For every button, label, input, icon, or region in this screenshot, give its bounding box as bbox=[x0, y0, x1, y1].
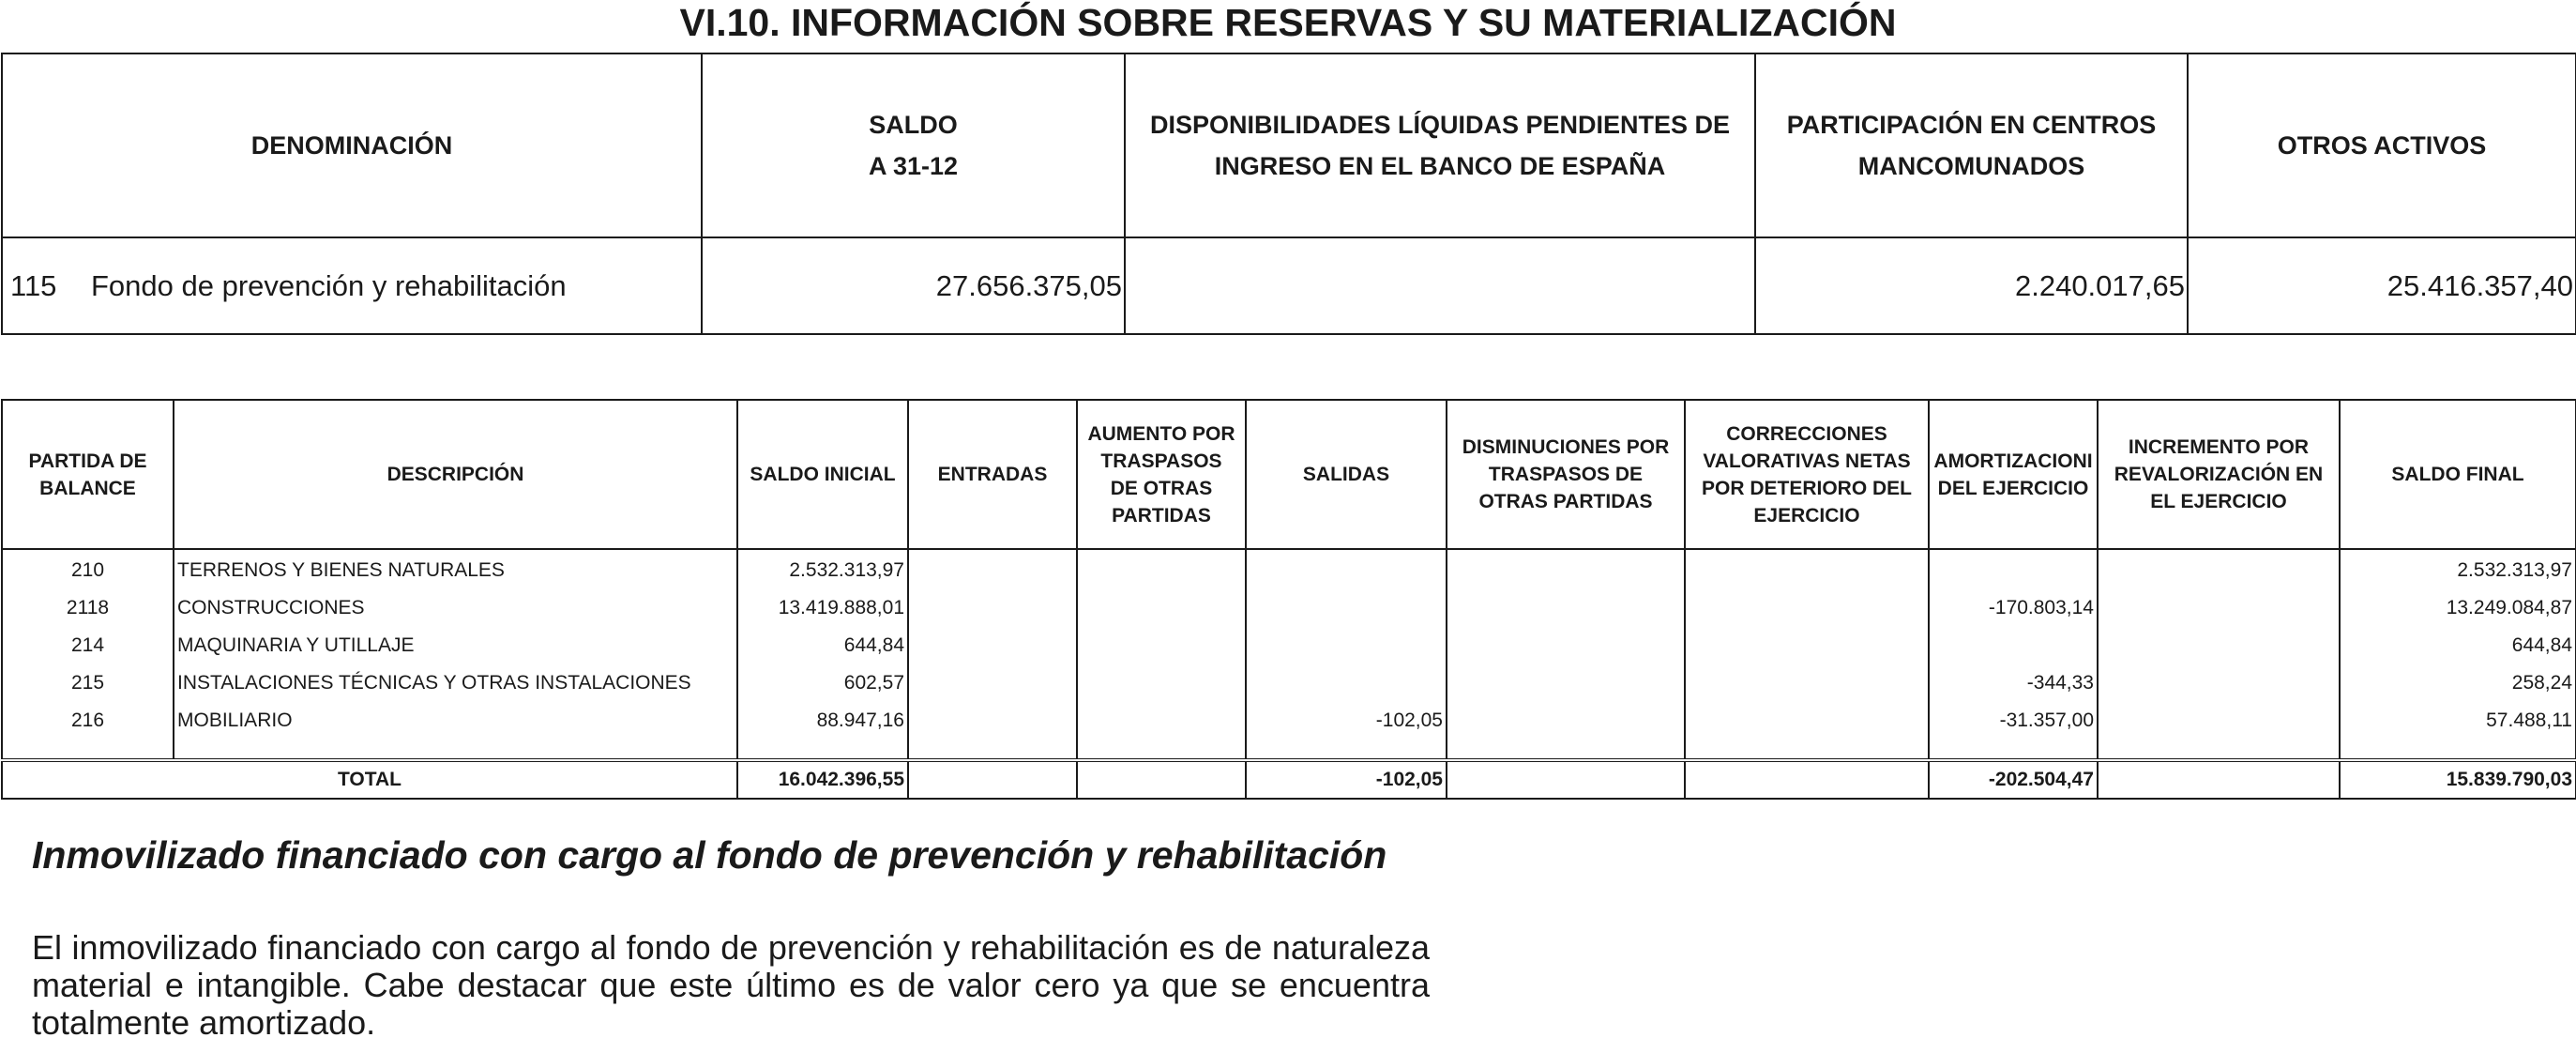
fixed-assets-table bbox=[1, 399, 2576, 800]
row-saldo-final: 57.488,11 bbox=[2486, 710, 2572, 731]
fund-disponibilidades bbox=[1125, 237, 1755, 334]
col-aumento bbox=[1077, 549, 1246, 760]
total-aumento bbox=[1077, 760, 1246, 799]
header-entradas: ENTRADAS bbox=[908, 400, 1077, 549]
col-saldo-final bbox=[2340, 549, 2576, 760]
row-amortizacion: -170.803,14 bbox=[1988, 597, 2094, 618]
header-dism-line3: OTRAS PARTIDAS bbox=[1478, 491, 1653, 512]
reserves-row bbox=[2, 237, 2576, 334]
fund-name-cell bbox=[2, 237, 702, 334]
row-code: 210 bbox=[70, 559, 105, 581]
col-incremento bbox=[2098, 549, 2340, 760]
header-saldo bbox=[702, 53, 1125, 237]
row-salidas bbox=[1250, 589, 1443, 627]
assets-header-row bbox=[2, 400, 2576, 549]
header-partida bbox=[2, 400, 174, 549]
row-saldo-final: 644,84 bbox=[2511, 634, 2572, 656]
header-amortizacion bbox=[1929, 400, 2098, 549]
row-description: MAQUINARIA Y UTILLAJE bbox=[177, 634, 415, 656]
total-saldo-final: 15.839.790,03 bbox=[2340, 760, 2576, 799]
col-descriptions bbox=[174, 549, 737, 760]
col-correcciones bbox=[1685, 549, 1929, 760]
row-saldo-inicial: 602,57 bbox=[843, 672, 904, 694]
body-paragraph: El inmovilizado financiado con cargo al fondo de prevención y rehabilitación es de naturaleza material e intangible. Cabe destacar que este último es de valor cero ya que se encuentra totalmente amortizado. bbox=[32, 928, 1430, 1042]
total-correcciones bbox=[1685, 760, 1929, 799]
header-incremento bbox=[2098, 400, 2340, 549]
row-code: 214 bbox=[70, 634, 105, 656]
header-denominacion: DENOMINACIÓN bbox=[2, 53, 702, 237]
row-salidas: -102,05 bbox=[1375, 710, 1443, 731]
header-dism-line1: DISMINUCIONES POR bbox=[1462, 436, 1670, 458]
row-amortizacion bbox=[1932, 627, 2094, 664]
header-saldo-inicial: SALDO INICIAL bbox=[737, 400, 908, 549]
header-descripcion: DESCRIPCIÓN bbox=[174, 400, 737, 549]
fund-name: Fondo de prevención y rehabilitación bbox=[91, 268, 567, 302]
row-salidas bbox=[1250, 552, 1443, 589]
header-otros-activos: OTROS ACTIVOS bbox=[2188, 53, 2576, 237]
total-disminuciones bbox=[1447, 760, 1685, 799]
col-entradas bbox=[908, 549, 1077, 760]
header-part-line2: MANCOMUNADOS bbox=[1857, 152, 2085, 180]
row-saldo-final: 258,24 bbox=[2511, 672, 2572, 694]
row-amortizacion: -344,33 bbox=[2026, 672, 2094, 694]
header-aumento-line2: TRASPASOS bbox=[1100, 450, 1222, 472]
total-amortizacion: -202.504,47 bbox=[1929, 760, 2098, 799]
row-saldo-inicial: 2.532.313,97 bbox=[789, 559, 904, 581]
total-label: TOTAL bbox=[2, 760, 737, 799]
header-corr-line1: CORRECCIONES bbox=[1726, 422, 1887, 445]
col-salidas bbox=[1246, 549, 1447, 760]
header-aumento-line3: DE OTRAS bbox=[1110, 477, 1213, 499]
row-code: 216 bbox=[70, 710, 105, 731]
reserves-header-row bbox=[2, 53, 2576, 237]
header-aumento-line1: AUMENTO POR bbox=[1087, 422, 1235, 445]
header-disponibilidades bbox=[1125, 53, 1755, 237]
header-incr-line2: REVALORIZACIÓN EN bbox=[2114, 464, 2324, 485]
page-title: VI.10. INFORMACIÓN SOBRE RESERVAS Y SU MATERIALIZACIÓN bbox=[679, 1, 1897, 44]
header-saldo-line2: A 31-12 bbox=[868, 152, 959, 180]
row-salidas bbox=[1250, 664, 1443, 702]
col-saldo-inicial bbox=[737, 549, 908, 760]
fund-otros-activos: 25.416.357,40 bbox=[2188, 237, 2576, 334]
row-salidas bbox=[1250, 627, 1443, 664]
total-saldo-inicial: 16.042.396,55 bbox=[737, 760, 908, 799]
header-dism-line2: TRASPASOS DE bbox=[1488, 464, 1644, 485]
section-title: Inmovilizado financiado con cargo al fondo de prevención y rehabilitación bbox=[32, 833, 1387, 877]
row-saldo-final: 13.249.084,87 bbox=[2446, 597, 2572, 618]
row-saldo-final: 2.532.313,97 bbox=[2457, 559, 2572, 581]
col-amortizacion bbox=[1929, 549, 2098, 760]
row-amortizacion bbox=[1932, 552, 2094, 589]
col-disminuciones bbox=[1447, 549, 1685, 760]
header-saldo-line1: SALDO bbox=[869, 111, 958, 139]
header-part-line1: PARTICIPACIÓN EN CENTROS bbox=[1786, 111, 2157, 139]
assets-body-row bbox=[2, 549, 2576, 760]
row-saldo-inicial: 13.419.888,01 bbox=[778, 597, 904, 618]
header-disp-line2: INGRESO EN EL BANCO DE ESPAÑA bbox=[1214, 152, 1666, 180]
total-salidas: -102,05 bbox=[1246, 760, 1447, 799]
row-description: TERRENOS Y BIENES NATURALES bbox=[177, 559, 505, 581]
reserves-table bbox=[1, 53, 2576, 335]
row-description: MOBILIARIO bbox=[177, 710, 293, 731]
header-aumento-line4: PARTIDAS bbox=[1112, 504, 1211, 526]
row-amortizacion: -31.357,00 bbox=[1999, 710, 2094, 731]
row-description: INSTALACIONES TÉCNICAS Y OTRAS INSTALACIONES bbox=[177, 672, 691, 694]
total-incremento bbox=[2098, 760, 2340, 799]
total-row bbox=[2, 760, 2576, 799]
col-codes bbox=[2, 549, 174, 760]
header-aumento bbox=[1077, 400, 1246, 549]
header-saldo-final: SALDO FINAL bbox=[2340, 400, 2576, 549]
header-partida-line1: PARTIDA DE bbox=[28, 450, 147, 472]
row-saldo-inicial: 88.947,16 bbox=[816, 710, 904, 731]
row-saldo-inicial: 644,84 bbox=[843, 634, 904, 656]
header-participacion bbox=[1755, 53, 2188, 237]
row-code: 215 bbox=[70, 672, 105, 694]
row-description: CONSTRUCCIONES bbox=[177, 597, 365, 618]
total-entradas bbox=[908, 760, 1077, 799]
header-correcciones bbox=[1685, 400, 1929, 549]
header-amort-line2: DEL EJERCICIO bbox=[1937, 477, 2089, 499]
header-partida-line2: BALANCE bbox=[39, 477, 136, 499]
header-corr-line4: EJERCICIO bbox=[1753, 504, 1860, 526]
fund-code: 115 bbox=[10, 268, 57, 302]
header-disminuciones bbox=[1447, 400, 1685, 549]
header-corr-line3: POR DETERIORO DEL bbox=[1701, 477, 1913, 499]
header-incr-line3: EL EJERCICIO bbox=[2150, 491, 2287, 512]
header-corr-line2: VALORATIVAS NETAS bbox=[1703, 450, 1911, 472]
fund-participacion: 2.240.017,65 bbox=[1755, 237, 2188, 334]
header-amort-line1: AMORTIZACIONI bbox=[1933, 450, 2093, 472]
header-incr-line1: INCREMENTO POR bbox=[2128, 436, 2310, 458]
row-code: 2118 bbox=[66, 597, 110, 618]
fund-saldo: 27.656.375,05 bbox=[702, 237, 1125, 334]
header-disp-line1: DISPONIBILIDADES LÍQUIDAS PENDIENTES DE bbox=[1149, 111, 1731, 139]
header-salidas: SALIDAS bbox=[1246, 400, 1447, 549]
